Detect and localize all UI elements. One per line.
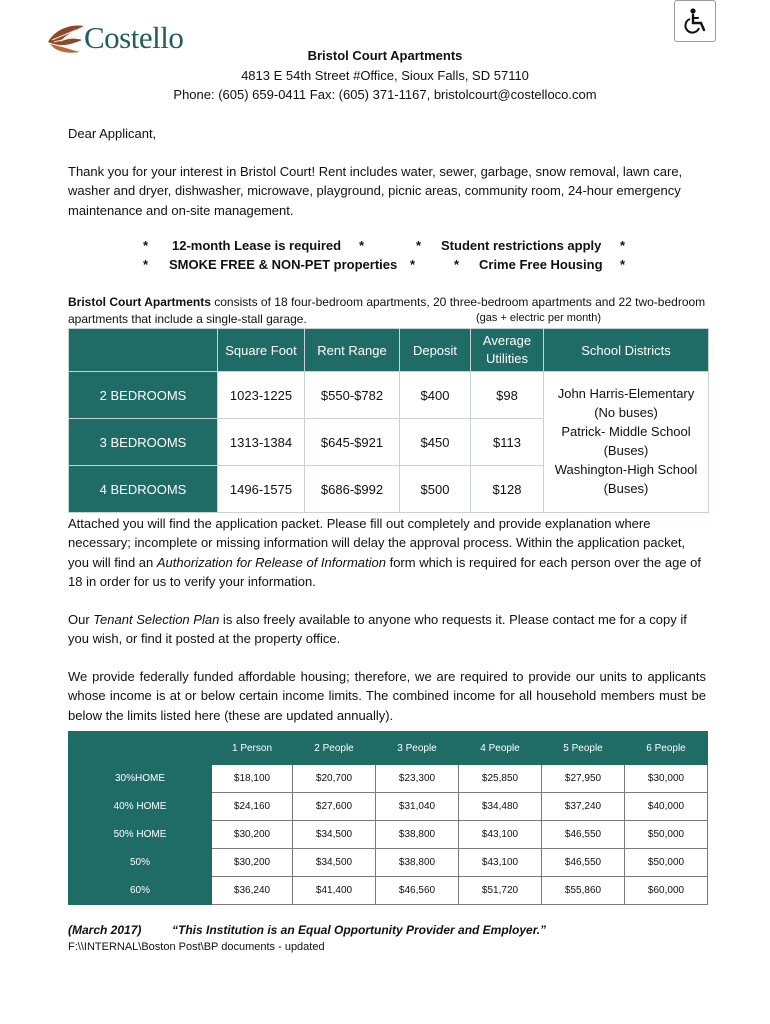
row-sqft: 1023-1225	[218, 372, 305, 419]
income-cell: $50,000	[625, 821, 708, 849]
row-type: 3 BEDROOMS	[69, 419, 218, 466]
row-deposit: $450	[400, 419, 471, 466]
income-label: 30%HOME	[69, 765, 212, 793]
income-cell: $34,500	[293, 821, 376, 849]
table-row	[69, 849, 708, 877]
table-row	[69, 877, 708, 905]
highlight-star: *	[454, 257, 460, 272]
school-line: John Harris-Elementary	[557, 386, 695, 401]
row-utilities: $128	[471, 466, 544, 513]
tenant-plan-text-2: is also freely available to anyone who requests it. Please contact me for a copy if you wish, or find it posted at the property office.	[68, 612, 687, 647]
row-deposit: $500	[400, 466, 471, 513]
income-cell: $18,100	[212, 765, 293, 793]
tenant-plan-name: Tenant Selection Plan	[93, 612, 220, 627]
tenant-plan-paragraph	[68, 610, 706, 649]
school-line: (No buses)	[594, 405, 658, 420]
highlight-star: *	[620, 238, 626, 253]
income-table	[68, 731, 708, 905]
income-label: 60%	[69, 877, 212, 905]
row-rent: $686-$992	[305, 466, 400, 513]
highlight-lease: 12-month Lease is required	[172, 238, 342, 253]
table-row	[69, 793, 708, 821]
row-rent: $645-$921	[305, 419, 400, 466]
income-cell: $34,500	[293, 849, 376, 877]
income-cell: $34,480	[459, 793, 542, 821]
income-cell: $43,100	[459, 849, 542, 877]
income-intro: We provide federally funded affordable housing; therefore, we are required to provide our units to applicants whose income is at or below certain income limits. The combined income for all household members must be below the limits listed here (these are updated annually).	[68, 669, 706, 723]
income-cell: $31,040	[376, 793, 459, 821]
greeting: Dear Applicant,	[68, 126, 157, 141]
utilities-note: (gas + electric per month)	[476, 312, 602, 324]
row-deposit: $400	[400, 372, 471, 419]
income-cell: $23,300	[376, 765, 459, 793]
income-cell: $20,700	[293, 765, 376, 793]
school-districts	[544, 372, 709, 513]
school-line: (Buses)	[603, 443, 649, 458]
application-paragraph	[68, 514, 706, 591]
header-sqft: Square Foot	[218, 329, 305, 372]
wheelchair-icon	[674, 0, 716, 42]
table-row	[69, 821, 708, 849]
income-cell: $43,100	[459, 821, 542, 849]
authorization-form-name: Authorization for Release of Information	[156, 554, 386, 570]
highlight-star: *	[416, 238, 422, 253]
income-label: 50%	[69, 849, 212, 877]
highlight-star: *	[143, 257, 149, 272]
units-intro-text: consists of 18 four-bedroom apartments, 20 three-bedroom apartments and 22 two-bedroom apartments that include a single-stall garage.	[68, 295, 706, 326]
header-2-people: 2 People	[293, 732, 376, 765]
income-cell: $51,720	[459, 877, 542, 905]
header-deposit: Deposit	[400, 329, 471, 372]
income-cell: $38,800	[376, 849, 459, 877]
tenant-plan-text-1: Our	[68, 612, 94, 627]
highlight-smoke-free: SMOKE FREE & NON-PET properties	[169, 257, 398, 272]
highlight-star: *	[410, 257, 416, 272]
header-6-people: 6 People	[625, 732, 708, 765]
income-cell: $27,600	[293, 793, 376, 821]
income-cell: $25,850	[459, 765, 542, 793]
income-cell: $46,550	[542, 849, 625, 877]
header-5-people: 5 People	[542, 732, 625, 765]
header-schools: School Districts	[544, 329, 709, 372]
unit-table	[68, 328, 709, 513]
units-intro	[68, 294, 706, 328]
income-cell: $41,400	[293, 877, 376, 905]
highlight-star: *	[143, 238, 149, 253]
highlight-crime-free: Crime Free Housing	[479, 257, 603, 272]
income-cell: $40,000	[625, 793, 708, 821]
income-label: 40% HOME	[69, 793, 212, 821]
row-type: 4 BEDROOMS	[69, 466, 218, 513]
footer-eoe: “This Institution is an Equal Opportunity Provider and Employer.”	[172, 923, 547, 937]
property-contact: Phone: (605) 659-0411 Fax: (605) 371-1167, bristolcourt@costelloco.com	[173, 87, 597, 102]
application-text-1: Attached you will find the application packet. Please fill out completely and provide explanation where necessary; incomplete or missing information will delay the approval process. Within the application packet, you will find an	[68, 516, 686, 570]
row-type: 2 BEDROOMS	[69, 372, 218, 419]
school-line: (Buses)	[603, 481, 649, 496]
row-rent: $550-$782	[305, 372, 400, 419]
income-cell: $30,000	[625, 765, 708, 793]
income-cell: $37,240	[542, 793, 625, 821]
highlight-star: *	[620, 257, 626, 272]
income-cell: $27,950	[542, 765, 625, 793]
row-utilities: $113	[471, 419, 544, 466]
header-utilities: Average Utilities	[471, 329, 544, 372]
logo-brand: Costello	[84, 20, 184, 55]
row-utilities: $98	[471, 372, 544, 419]
unit-table-header	[69, 329, 709, 372]
income-cell: $55,860	[542, 877, 625, 905]
intro-paragraph: Thank you for your interest in Bristol Court! Rent includes water, sewer, garbage, snow removal, lawn care, washer and dryer, dishwasher, microwave, playground, picnic areas, community room, 24-hour emergency maintenance and on-site management.	[68, 164, 683, 218]
income-label: 50% HOME	[69, 821, 212, 849]
income-table-header	[69, 732, 708, 765]
header-rent: Rent Range	[305, 329, 400, 372]
row-sqft: 1496-1575	[218, 466, 305, 513]
header-3-people: 3 People	[376, 732, 459, 765]
property-address: 4813 E 54th Street #Office, Sioux Falls, SD 57110	[241, 68, 529, 83]
income-cell: $46,560	[376, 877, 459, 905]
header-1-person: 1 Person	[212, 732, 293, 765]
footer-date: (March 2017)	[68, 923, 142, 937]
income-cell: $50,000	[625, 849, 708, 877]
income-cell: $36,240	[212, 877, 293, 905]
income-cell: $30,200	[212, 849, 293, 877]
table-row	[69, 765, 708, 793]
income-cell: $24,160	[212, 793, 293, 821]
school-line: Patrick- Middle School	[561, 424, 691, 439]
table-row	[69, 372, 709, 419]
row-sqft: 1313-1384	[218, 419, 305, 466]
income-cell: $46,550	[542, 821, 625, 849]
footer-path: F:\\INTERNAL\Boston Post\BP documents - updated	[68, 941, 325, 953]
income-table-corner	[69, 732, 212, 765]
income-cell: $60,000	[625, 877, 708, 905]
highlight-student: Student restrictions apply	[441, 238, 602, 253]
income-cell: $38,800	[376, 821, 459, 849]
application-text-2: form which is required for each person over the age of 18 in order for us to verify your information.	[68, 554, 702, 589]
unit-table-corner	[69, 329, 218, 372]
property-name: Bristol Court Apartments	[307, 48, 463, 63]
highlight-star: *	[359, 238, 365, 253]
income-cell: $30,200	[212, 821, 293, 849]
header-4-people: 4 People	[459, 732, 542, 765]
school-line: Washington-High School	[554, 462, 698, 477]
units-intro-bold: Bristol Court Apartments	[68, 295, 211, 309]
